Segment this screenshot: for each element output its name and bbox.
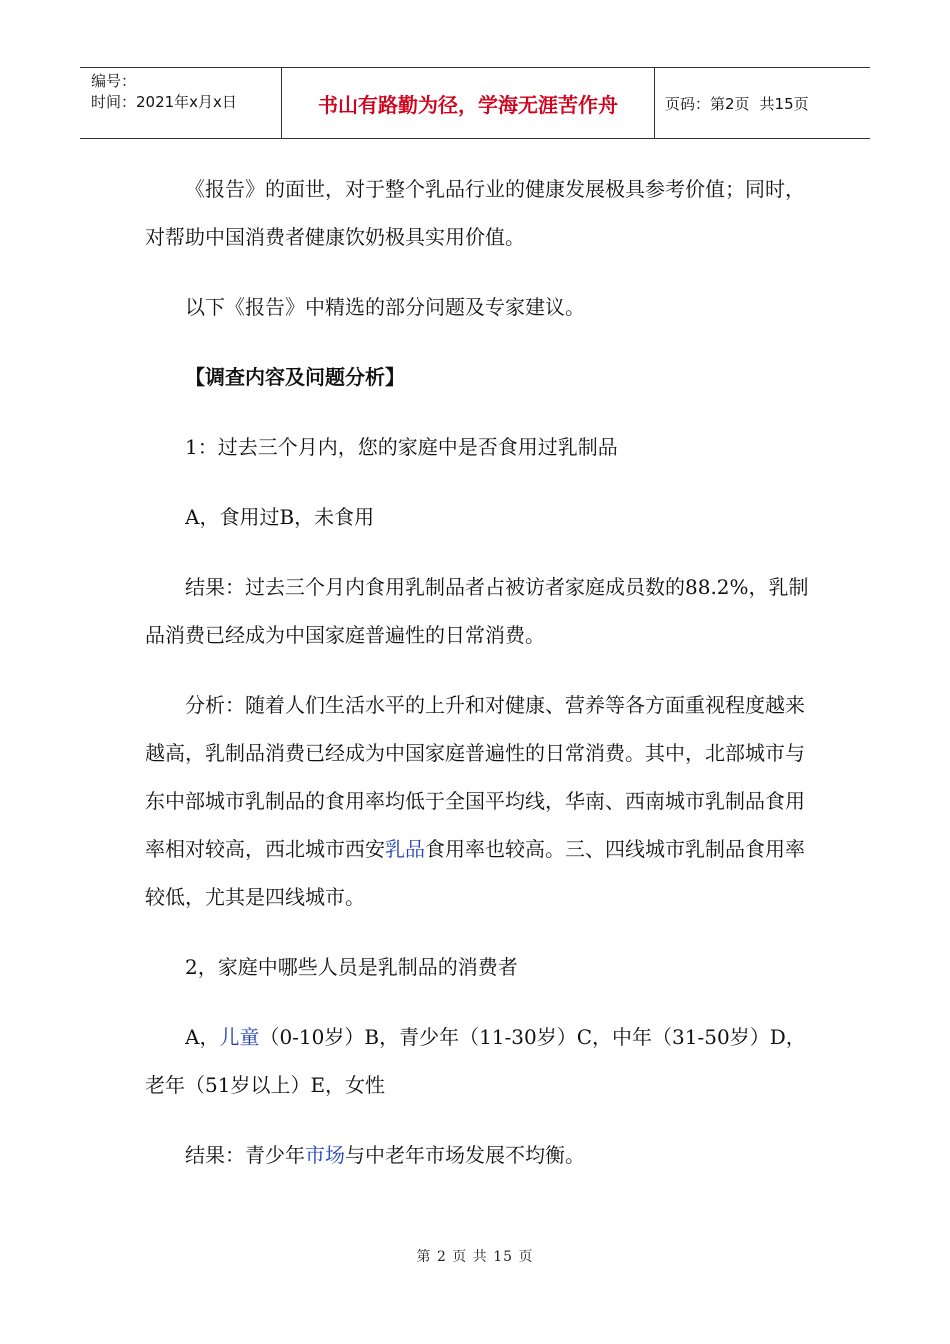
header-page-number: 页码：第2页 <box>665 94 750 113</box>
body-paragraph <box>145 423 810 471</box>
body-paragraph <box>145 283 810 331</box>
page-header <box>80 67 870 139</box>
header-total-pages: 共15页 <box>759 94 809 113</box>
body-paragraph <box>145 165 810 261</box>
inline-link[interactable]: 儿童 <box>219 1025 260 1049</box>
inline-link[interactable]: 乳品 <box>385 837 425 861</box>
paragraph-text: 《报告》的面世，对于整个乳品行业的健康发展极具参考价值；同时，对帮助中国消费者健康饮奶极具实用价值。 <box>145 177 805 249</box>
paragraph-text: 与中老年市场发展不均衡。 <box>345 1143 585 1167</box>
header-meta <box>80 68 282 138</box>
paragraph-text: 食用率也较高。三、四线城市乳制品食用率较低，尤其是四线城市。 <box>145 837 805 909</box>
header-motto: 书山有路勤为径，学海无涯苦作舟 <box>282 68 655 138</box>
body-paragraph <box>145 493 810 541</box>
paragraph-text: 1：过去三个月内，您的家庭中是否食用过乳制品 <box>185 435 618 459</box>
paragraph-text: 结果：青少年 <box>185 1143 305 1167</box>
body-paragraph <box>145 1013 810 1109</box>
paragraph-text: A，食用过B，未食用 <box>185 505 375 529</box>
inline-link[interactable]: 市场 <box>305 1143 345 1167</box>
body-paragraph <box>145 943 810 991</box>
page-footer: 第 2 页 共 15 页 <box>416 1249 534 1265</box>
doc-number-label: 编号： <box>91 72 137 90</box>
body-paragraph <box>145 681 810 921</box>
paragraph-text: 以下《报告》中精选的部分问题及专家建议。 <box>185 295 585 319</box>
paragraph-text: （0-10岁）B，青少年（11-30岁）C，中年（31-50岁）D，老年（51岁以上）E，女性 <box>145 1025 806 1097</box>
document-body <box>145 165 810 1201</box>
doc-time-label: 时间：2021年x月x日 <box>91 93 237 111</box>
section-heading <box>145 353 810 401</box>
body-paragraph <box>145 1131 810 1179</box>
header-page-info <box>655 68 870 138</box>
paragraph-text: 结果：过去三个月内食用乳制品者占被访者家庭成员数的88.2%，乳制品消费已经成为中国家庭普遍性的日常消费。 <box>145 575 809 647</box>
body-paragraph <box>145 563 810 659</box>
paragraph-text: 【调查内容及问题分析】 <box>185 365 405 389</box>
paragraph-text: 分析：随着人们生活水平的上升和对健康、营养等各方面重视程度越来越高，乳制品消费已经成为中国家庭普遍性的日常消费。其中，北部城市与东中部城市乳制品的食用率均低于全国平均线，华南、西南城市乳制品食用率相对较高，西北城市西安 <box>145 693 805 861</box>
paragraph-text: A， <box>185 1025 220 1049</box>
paragraph-text: 2，家庭中哪些人员是乳制品的消费者 <box>185 955 518 979</box>
